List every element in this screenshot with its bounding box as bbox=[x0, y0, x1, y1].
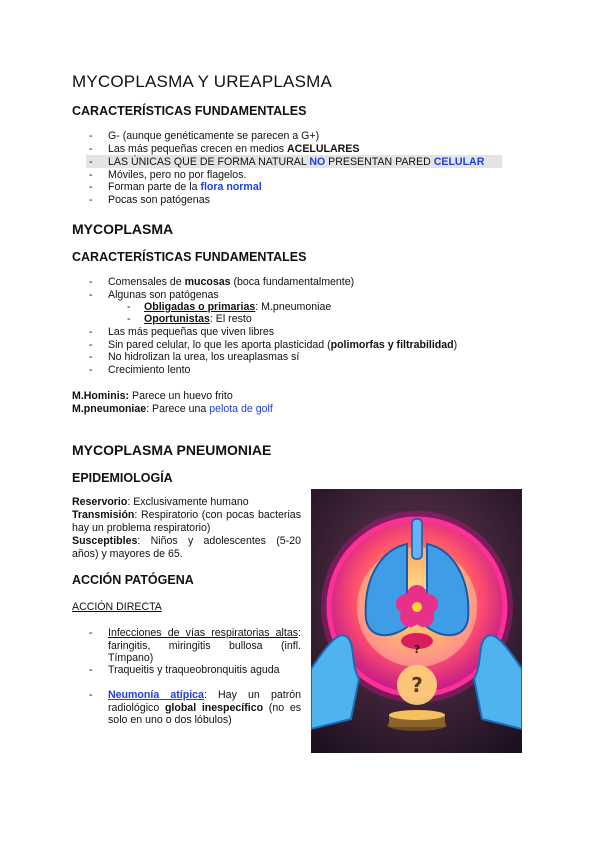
page-title: MYCOPLASMA Y UREAPLASMA bbox=[72, 72, 333, 91]
section2-heading: CARACTERÍSTICAS FUNDAMENTALES bbox=[72, 250, 307, 264]
sub-list-item: Obligadas o primarias: M.pneumoniae bbox=[144, 301, 332, 313]
bullet-dash: - bbox=[89, 276, 93, 288]
bullet-dash: - bbox=[89, 130, 93, 142]
svg-text:?: ? bbox=[411, 673, 423, 697]
transmision-para: Transmisión: Respiratorio (con pocas bacterias hay un problema respiratorio) bbox=[72, 509, 301, 534]
pneumoniae-line: M.pneumoniae: Parece una pelota de golf bbox=[72, 403, 273, 415]
bullet-dash: - bbox=[89, 194, 93, 206]
bullet-dash: - bbox=[89, 143, 93, 155]
list-item: LAS ÚNICAS QUE DE FORMA NATURAL NO PRESENTAN PARED CELULAR bbox=[108, 156, 485, 168]
list-item: Sin pared celular, lo que les aporta plasticidad (polimorfas y filtrabilidad) bbox=[108, 339, 458, 351]
bullet-dash: - bbox=[89, 339, 93, 351]
list-item: Infecciones de vías respiratorias altas: faringitis, miringitis bullosa (infl. Tímpano) bbox=[108, 627, 301, 665]
list-item: G- (aunque genéticamente se parecen a G+) bbox=[108, 130, 320, 142]
bullet-dash: - bbox=[89, 169, 93, 181]
list-item: No hidrolizan la urea, los ureaplasmas sí bbox=[108, 351, 300, 363]
bullet-dash: - bbox=[89, 289, 93, 301]
epidemiologia-heading: EPIDEMIOLOGÍA bbox=[72, 471, 173, 485]
list-item: Traqueitis y traqueobronquitis aguda bbox=[108, 664, 280, 676]
section1-heading: CARACTERÍSTICAS FUNDAMENTALES bbox=[72, 104, 307, 118]
bullet-dash: - bbox=[89, 664, 93, 676]
lungs-illustration bbox=[311, 489, 522, 753]
list-item: Las más pequeñas crecen en medios ACELULARES bbox=[108, 143, 360, 155]
accion-directa-label: ACCIÓN DIRECTA bbox=[72, 601, 162, 613]
svg-text:?: ? bbox=[413, 643, 421, 656]
hominis-line: M.Hominis: Parece un huevo frito bbox=[72, 390, 233, 402]
bullet-dash: - bbox=[127, 301, 131, 313]
list-item: Algunas son patógenas bbox=[108, 289, 219, 301]
list-item: Las más pequeñas que viven libres bbox=[108, 326, 275, 338]
list-item: Comensales de mucosas (boca fundamentalmente) bbox=[108, 276, 355, 288]
susceptibles-para: Susceptibles: Niños y adolescentes (5-20 años) y mayores de 65. bbox=[72, 535, 301, 560]
bullet-dash: - bbox=[89, 364, 93, 376]
sub-list-item: Oportunistas: El resto bbox=[144, 313, 252, 325]
bullet-dash: - bbox=[127, 313, 131, 325]
list-item: Pocas son patógenas bbox=[108, 194, 210, 206]
section2-title: MYCOPLASMA bbox=[72, 221, 174, 237]
bullet-dash: - bbox=[89, 181, 93, 193]
list-item: Móviles, pero no por flagelos. bbox=[108, 169, 247, 181]
section3-title: MYCOPLASMA PNEUMONIAE bbox=[72, 442, 272, 458]
accion-heading: ACCIÓN PATÓGENA bbox=[72, 573, 194, 587]
list-item: Neumonía atípica: Hay un patrón radiológico global inespecífico (no es solo en uno o dos lóbulos) bbox=[108, 689, 302, 727]
bullet-dash: - bbox=[89, 351, 93, 363]
bullet-dash: - bbox=[89, 627, 93, 639]
list-item: Crecimiento lento bbox=[108, 364, 191, 376]
bullet-dash: - bbox=[89, 689, 93, 701]
bullet-dash: - bbox=[89, 156, 93, 168]
list-item: Forman parte de la flora normal bbox=[108, 181, 262, 193]
reservorio-para: Reservorio: Exclusivamente humano bbox=[72, 496, 249, 508]
bullet-dash: - bbox=[89, 326, 93, 338]
